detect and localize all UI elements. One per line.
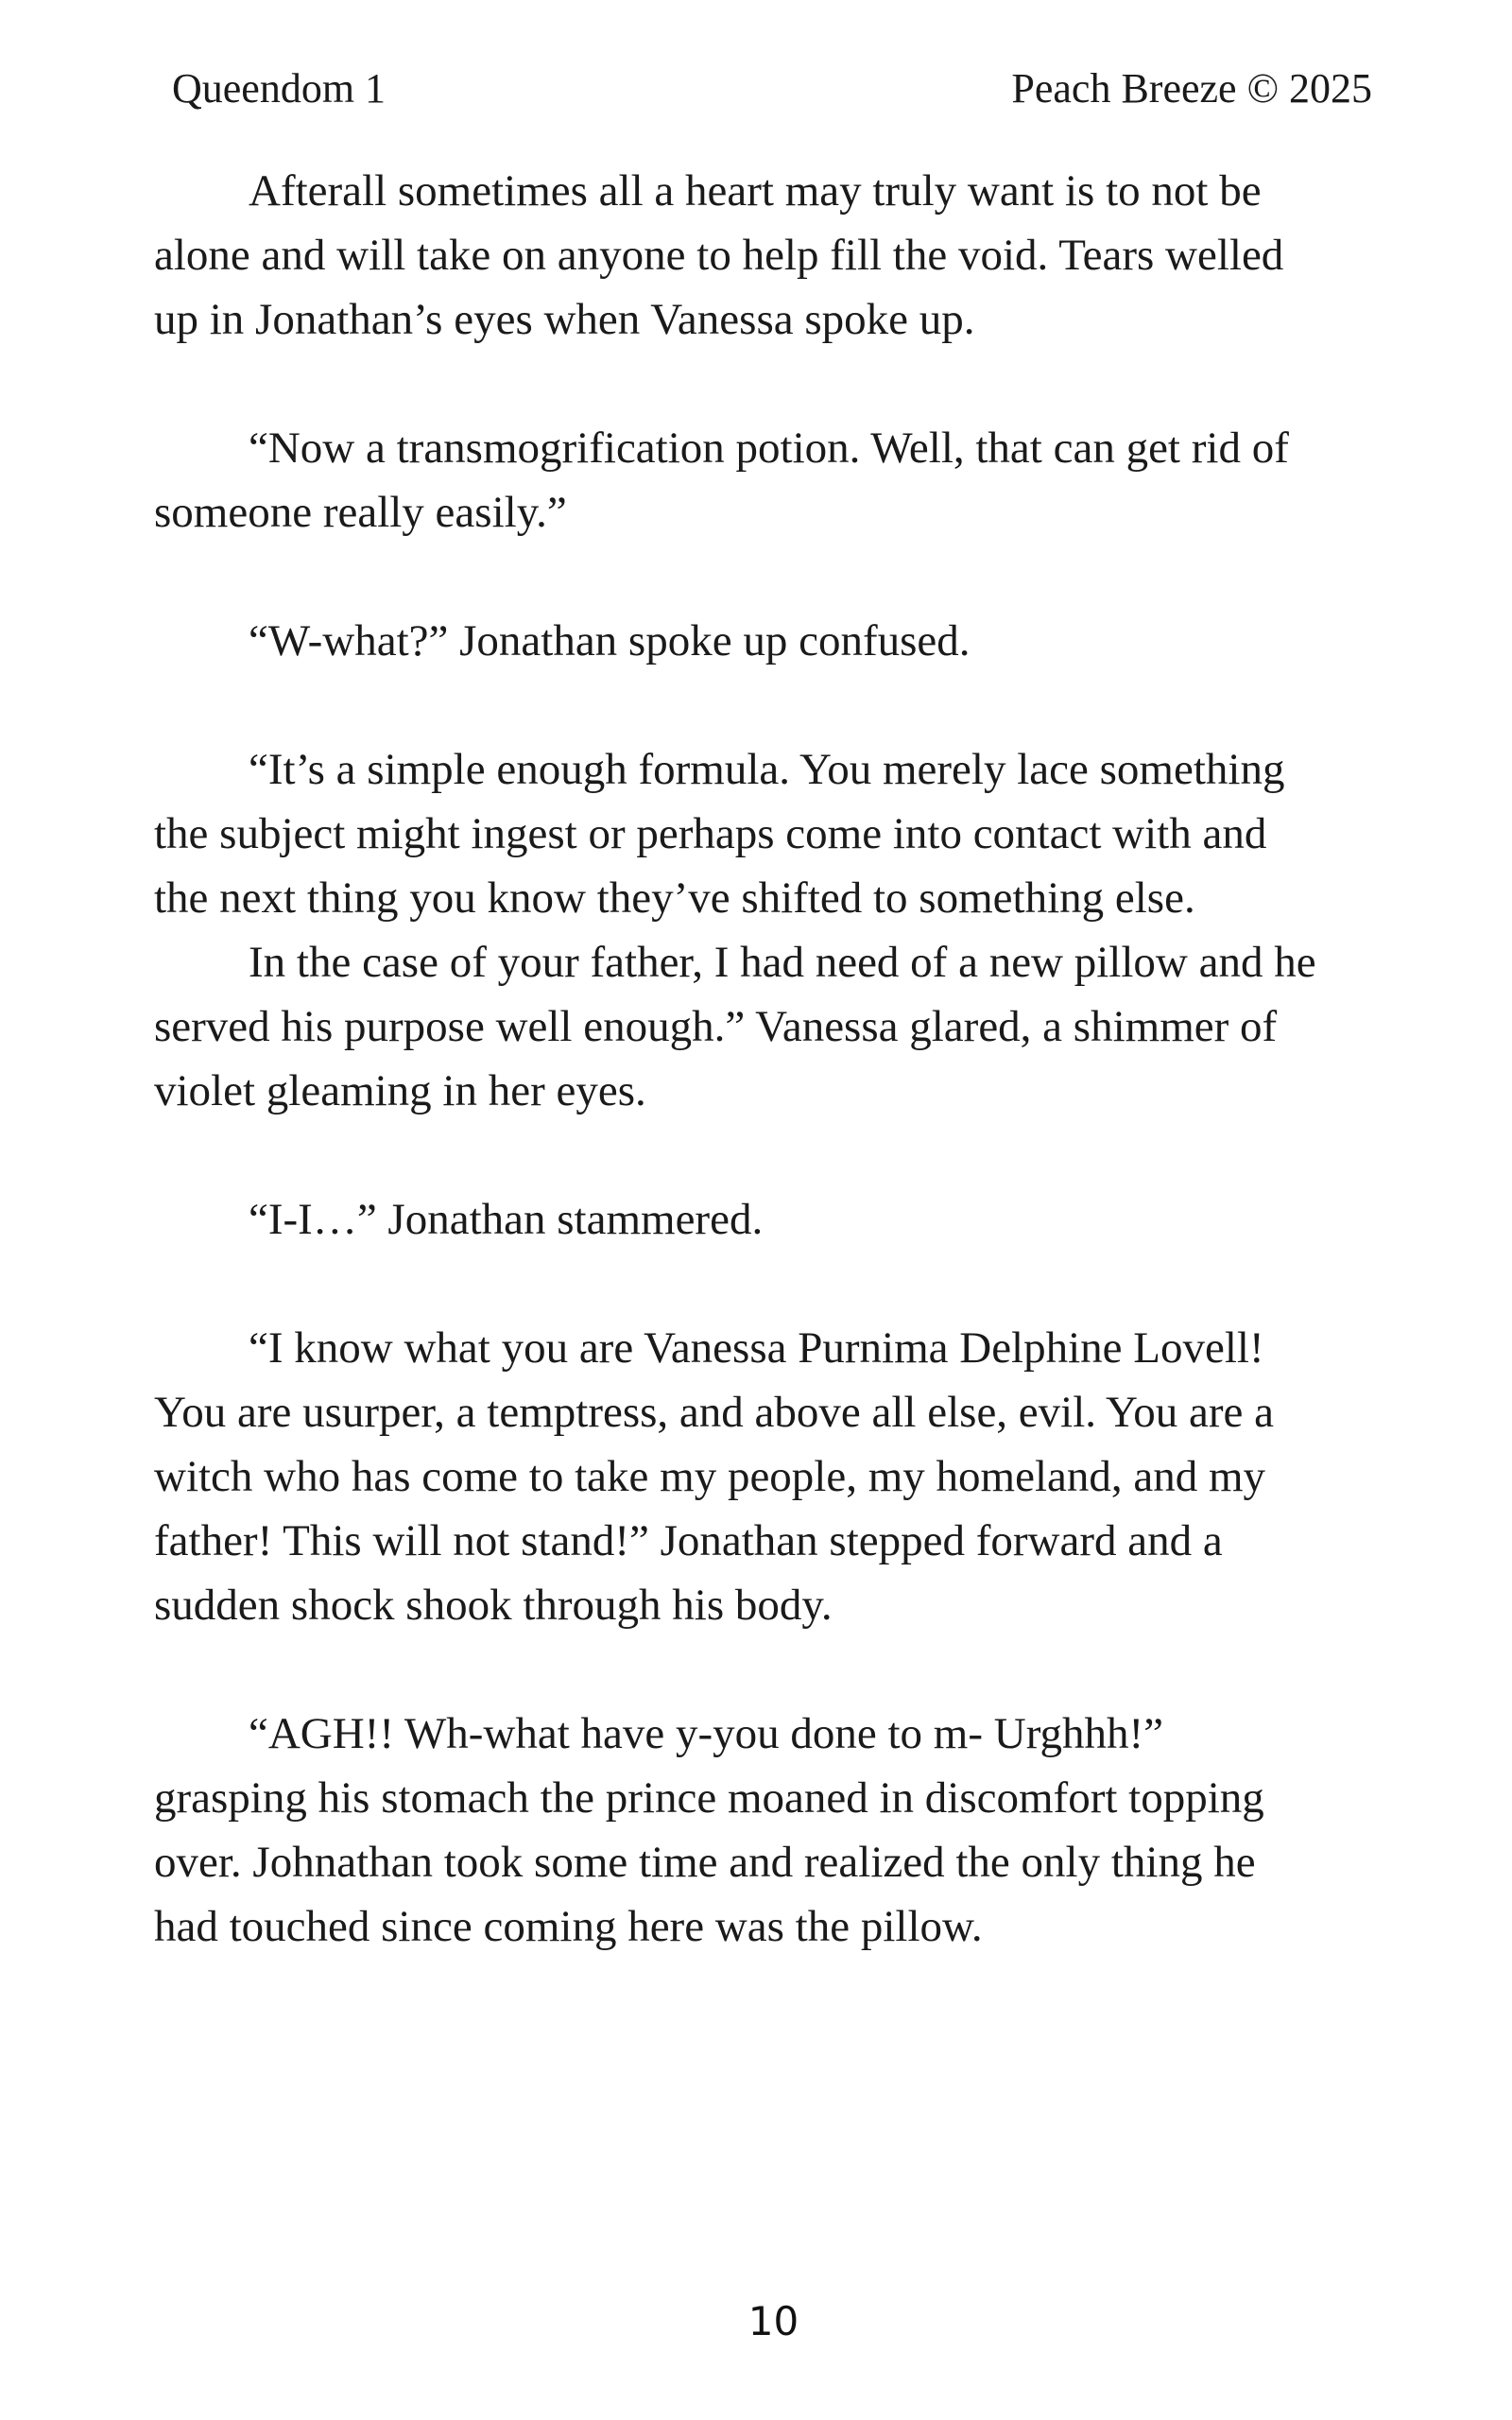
paragraph: “W-what?” Jonathan spoke up confused. [249, 616, 971, 666]
page-body [154, 159, 1326, 1959]
paragraph: Afterall sometimes all a heart may truly want is to not be alone and will take on anyone to help fill the void. Tears welled up in Jonathan’s eyes when Vanessa spoke up. [154, 166, 1284, 344]
page-number: 10 [747, 2298, 799, 2344]
paragraph: In the case of your father, I had need of a new pillow and he served his purpose well enough.” Vanessa glared, a shimmer of violet gleaming in her eyes. [154, 938, 1316, 1115]
paragraph: “It’s a simple enough formula. You merely lace something the subject might ingest or perhaps come into contact with and the next thing you know they’ve shifted to something else. [154, 745, 1285, 923]
paragraph: “Now a transmogrification potion. Well, that can get rid of someone really easily.” [154, 424, 1289, 537]
paragraph: “I know what you are Vanessa Purnima Delphine Lovell! You are usurper, a temptress, and above all else, evil. You are a witch who has come to take my people, my homeland, and my father! This will not stand!” Jonathan stepped forward and a sudden shock shook through his body. [154, 1323, 1275, 1630]
running-header-copyright: Peach Breeze © 2025 [1011, 65, 1372, 112]
paragraph: “I-I…” Jonathan stammered. [249, 1195, 764, 1244]
running-header-title: Queendom 1 [172, 65, 387, 112]
paragraph: “AGH!! Wh-what have y-you done to m- Urghhh!” grasping his stomach the prince moaned in discomfort topping over. Johnathan took some time and realized the only thing he had touched since coming here was the pillow. [154, 1709, 1264, 1951]
